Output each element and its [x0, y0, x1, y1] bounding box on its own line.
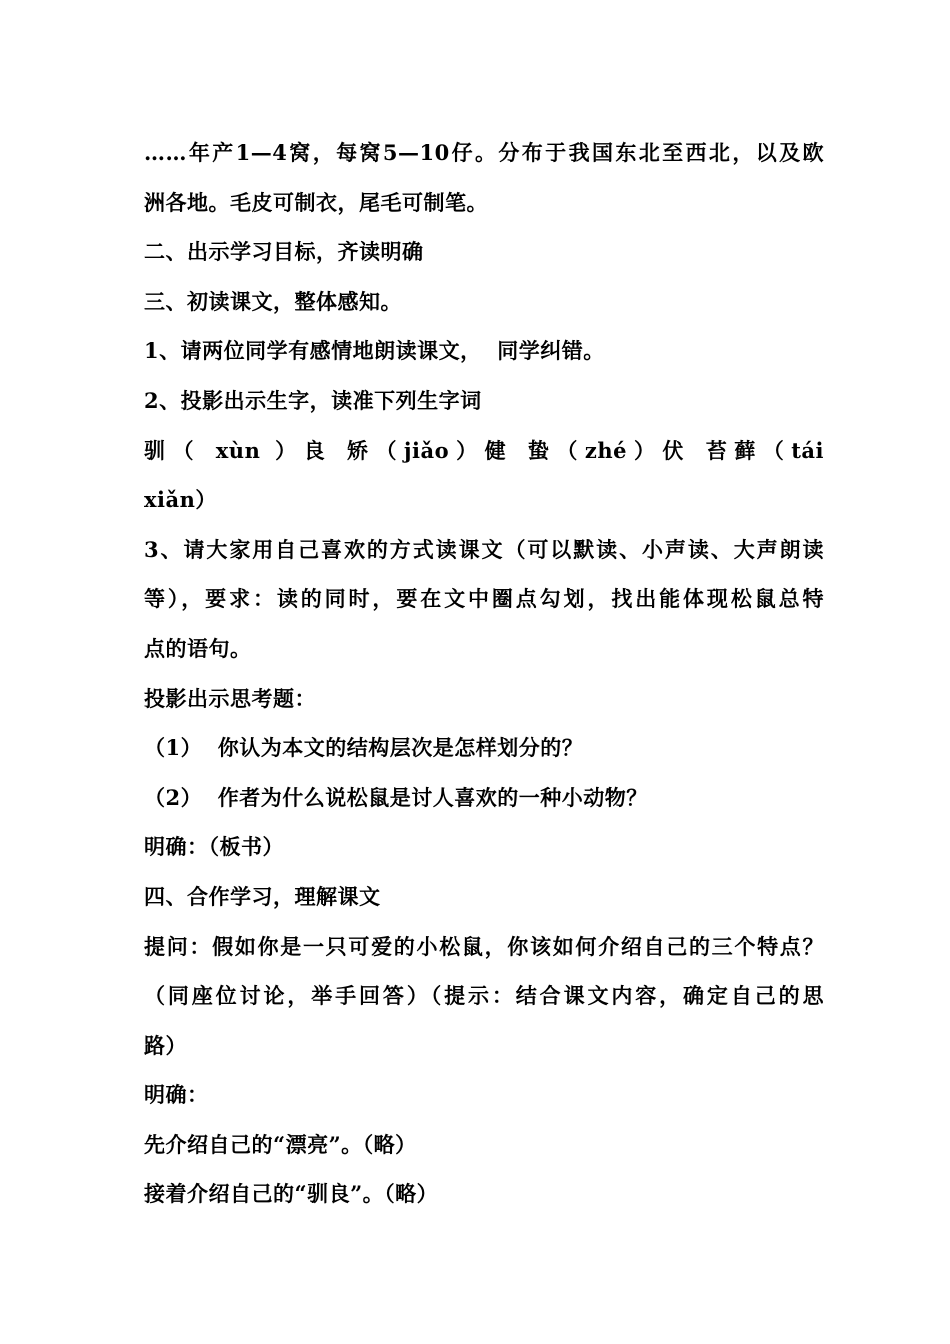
text-line-17: 提问：假如你是一只可爱的小松鼠，你该如何介绍自己的三个特点？: [144, 933, 824, 959]
text-line-18: （同座位讨论，举手回答）（提示：结合课文内容，确定自己的思: [144, 983, 824, 1009]
section-heading-3: 三、初读课文，整体感知。: [144, 288, 402, 314]
text-line-19: 路）: [144, 1032, 187, 1058]
text-line-11: 点的语句。: [144, 635, 252, 661]
text-line-6: 2、投影出示生字，读准下列生字词: [144, 387, 482, 413]
text-line-20: 明确：: [144, 1082, 209, 1108]
question-1: （1） 你认为本文的结构层次是怎样划分的？: [144, 735, 584, 761]
vocab-line: 驯（ xùn ）良 矫（jiǎo）健 蛰（zhé）伏 苔藓（tái: [144, 437, 824, 463]
text-line-22: 接着介绍自己的“驯良”。（略）: [144, 1181, 439, 1207]
text-line-1: ……年产1—4窝，每窝5—10仔。分布于我国东北至西北，以及欧: [144, 140, 824, 165]
section-heading-4: 四、合作学习，理解课文: [144, 883, 381, 909]
question-2: （2） 作者为什么说松鼠是讨人喜欢的一种小动物？: [144, 784, 648, 810]
section-heading-2: 二、出示学习目标，齐读明确: [144, 239, 424, 265]
text-line-9: 3、请大家用自己喜欢的方式读课文（可以默读、小声读、大声朗读: [144, 536, 824, 562]
vocab-line-cont: xiǎn）: [144, 487, 217, 513]
text-line-2: 洲各地。毛皮可制衣，尾毛可制笔。: [144, 189, 488, 215]
questions-heading: 投影出示思考题：: [144, 685, 316, 711]
text-line-15: 明确：（板书）: [144, 834, 284, 860]
document-body: [144, 128, 824, 1219]
text-line-21: 先介绍自己的“漂亮”。（略）: [144, 1131, 417, 1157]
text-line-10: 等），要求：读的同时，要在文中圈点勾划，找出能体现松鼠总特: [144, 586, 824, 612]
text-line-5: 1、请两位同学有感情地朗读课文， 同学纠错。: [144, 338, 605, 364]
